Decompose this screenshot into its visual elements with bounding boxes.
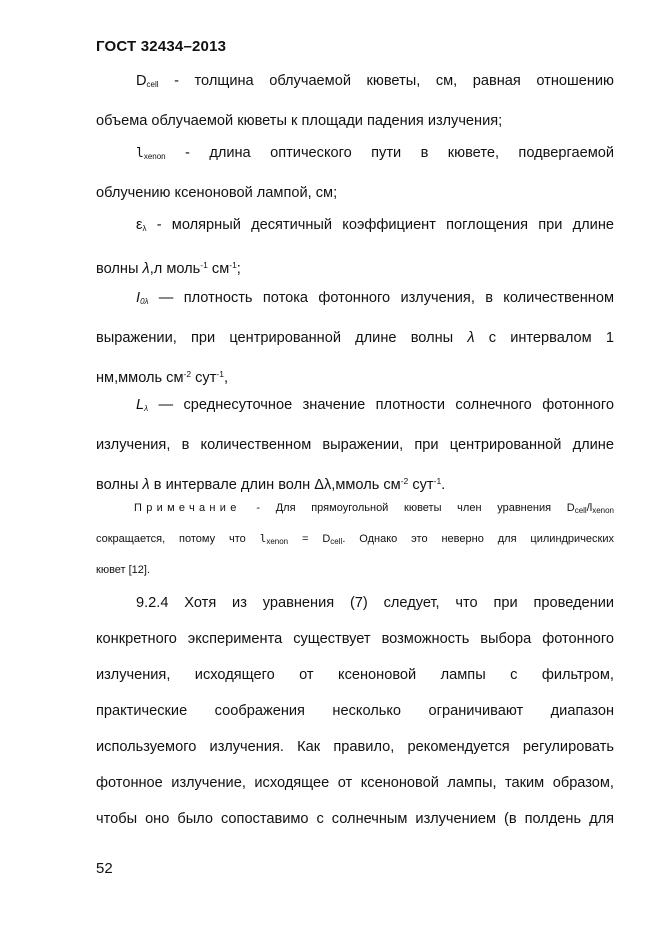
definition-lxenon: [96, 135, 614, 211]
page-number: 52: [96, 860, 113, 877]
definition-line: нм,ммоль $см^{-2}$ сут$^{-1}$,: [96, 369, 229, 386]
definition-l-lambda: [96, 387, 614, 503]
note-line: кювет [12].: [96, 564, 151, 576]
definition-line: $D_{cell}$ - толщина облучаемой кюветы, см, равная отношению: [136, 73, 614, 89]
definition-line: волны λ в интервале длин волн Δλ,ммоль $см^{-2}$ сут$^{-1}$.: [96, 476, 446, 493]
document-header: ГОСТ 32434–2013: [96, 38, 227, 55]
section-line: используемого излучения. Как правило, рекомендуется регулировать: [96, 739, 614, 755]
definition-line: облучению ксеноновой лампой, см;: [96, 185, 338, 201]
definition-dcell: [96, 63, 614, 139]
section-line: чтобы оно было сопоставимо с солнечным излучением (в полдень для: [96, 811, 614, 827]
definition-epsilon: [96, 207, 614, 287]
note-label: Примечание: [134, 502, 241, 514]
section-line: 9.2.4 Хотя из уравнения (7) следует, что при проведении: [136, 595, 614, 611]
definition-line: выражении, при центрированной длине волны λ с интервалом 1: [96, 330, 615, 346]
definition-line: волны λ,л моль$^{-1}$ $см^{-1}$;: [96, 260, 241, 277]
definition-line: $I_{0\lambda}$ — плотность потока фотонного излучения, в количественном: [136, 290, 614, 306]
section-9-2-4: [96, 585, 614, 837]
definition-line: объема облучаемой кюветы к площади падения излучения;: [96, 113, 503, 129]
definition-line: $L_\lambda$ — среднесуточное значение плотности солнечного фотонного: [136, 397, 614, 413]
section-line: конкретного эксперимента существует возможность выбора фотонного: [96, 631, 614, 647]
section-line: фотонное излучение, исходящее от ксеноновой лампы, таким образом,: [96, 775, 614, 791]
section-line: практические соображения несколько ограничивают диапазон: [96, 703, 614, 719]
definition-line: излучения, в количественном выражении, при центрированной длине: [96, 437, 614, 453]
note-line: сокращается, потому что $l_{xenon} = D_{cell}$. Однако это неверно для цилиндрических: [96, 532, 615, 546]
definition-line: $\varepsilon_\lambda$ - молярный десятичный коэффициент поглощения при длине: [136, 217, 614, 233]
section-line: излучения, исходящего от ксеноновой лампы с фильтром,: [96, 667, 614, 683]
note-line: Примечание - Для прямоугольной кюветы член уравнения $D_{cell}/l_{xenon}$: [134, 502, 614, 515]
definition-i0: [96, 280, 614, 396]
definition-line: $l_{xenon}$ - длина оптического пути в кювете, подвергаемой: [136, 145, 614, 161]
note-block: [96, 494, 614, 584]
